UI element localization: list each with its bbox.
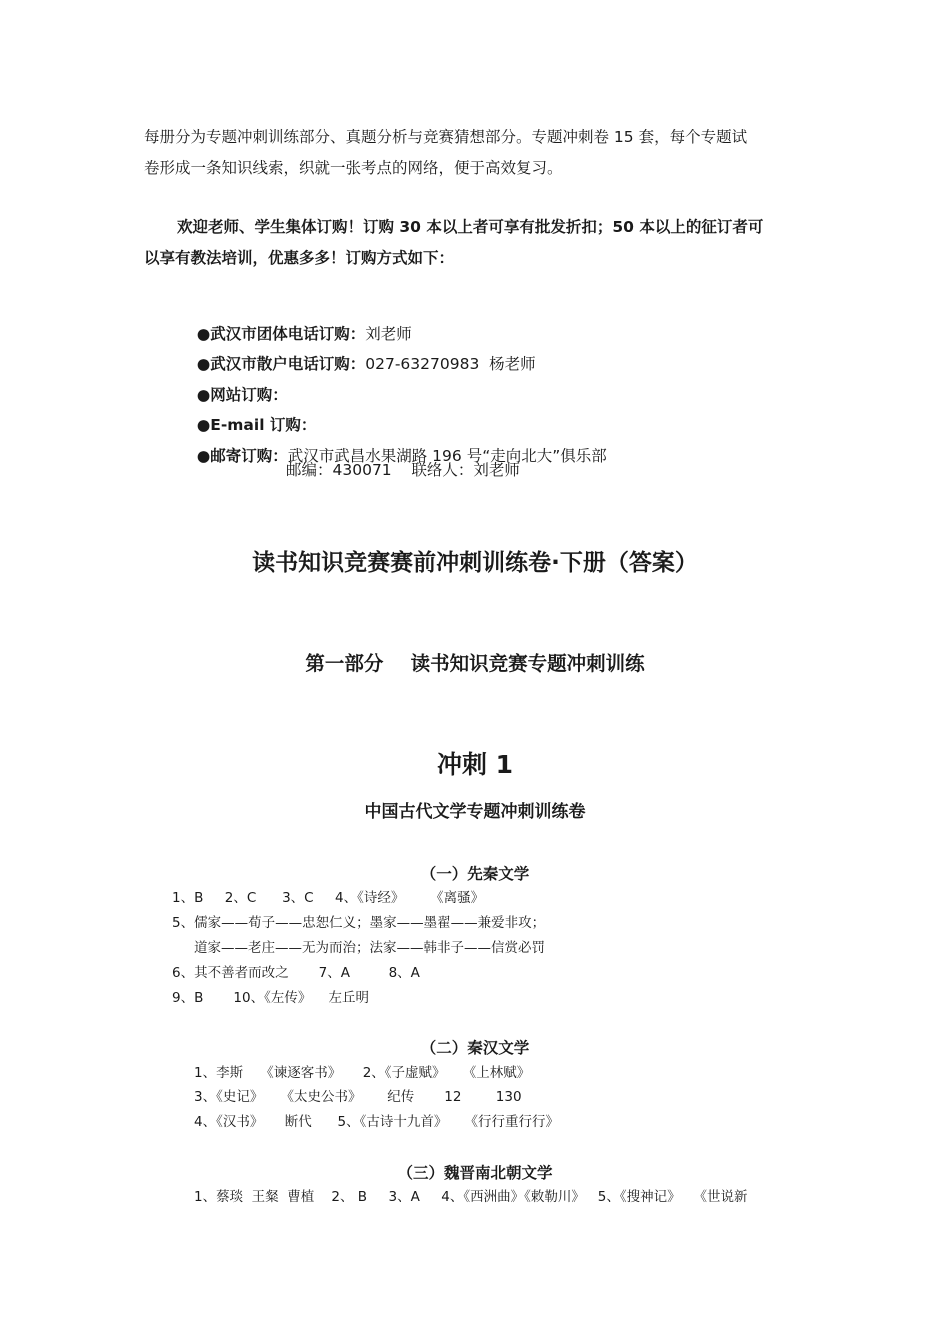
contact-label: ●网站订购： — [196, 385, 288, 404]
contact-label: ●邮寄订购： — [196, 446, 288, 465]
contact-label: ●武汉市团体电话订购： — [196, 324, 366, 343]
section-title: （一）先秦文学 — [420, 865, 530, 883]
sprint-title: 冲刺 1 — [436, 750, 514, 779]
answer-line: 9、B 10、《左传》 左丘明 — [172, 990, 369, 1006]
part-title: 第一部分 读书知识竞赛专题冲刺训练 — [305, 652, 645, 675]
answer-line: 1、蔡琰 王粲 曹植 2、 B 3、A 4、《西洲曲》《敕勒川》 5、《搜神记》 《世说新 — [194, 1189, 748, 1205]
answer-line: 3、《史记》 《太史公书》 纪传 12 130 — [194, 1089, 522, 1105]
answer-line: 1、B 2、C 3、C 4、《诗经》 《离骚》 — [172, 890, 485, 906]
postal-line: 邮编：430071 联络人：刘老师 — [286, 461, 520, 479]
intro-line-1: 每册分为专题冲刺训练部分、真题分析与竞赛猜想部分。专题冲刺卷 15 套，每个专题试 — [144, 128, 748, 146]
offer-line-2: 以享有教法培训，优惠多多！订购方式如下： — [144, 249, 455, 267]
contact-value: 武汉市武昌水果湖路 196 号“走向北大”俱乐部 — [287, 446, 607, 465]
section-title: （三）魏晋南北朝文学 — [397, 1164, 553, 1182]
offer-line-1: 欢迎老师、学生集体订购！订购 30 本以上者可享有批发折扣；50 本以上的征订者可 — [177, 218, 764, 236]
answer-line: 5、儒家——荀子——忠恕仁义；墨家——墨翟——兼爱非攻； — [172, 915, 546, 931]
contact-label: ●武汉市散户电话订购： — [196, 354, 366, 373]
answer-line: 道家——老庄——无为而治；法家——韩非子——信赏必罚 — [194, 940, 545, 956]
answer-line: 4、《汉书》 断代 5、《古诗十九首》 《行行重行行》 — [194, 1114, 560, 1130]
answer-line: 1、李斯 《谏逐客书》 2、《子虚赋》 《上林赋》 — [194, 1065, 531, 1081]
contact-value: 刘老师 — [365, 324, 412, 343]
book-title: 读书知识竞赛赛前冲刺训练卷·下册（答案） — [252, 550, 698, 576]
sprint-subtitle: 中国古代文学专题冲刺训练卷 — [364, 802, 586, 822]
contact-label: ●E-mail 订购： — [196, 415, 317, 434]
section-title: （二）秦汉文学 — [420, 1039, 530, 1057]
intro-line-2: 卷形成一条知识线索，织就一张考点的网络，便于高效复习。 — [144, 159, 563, 177]
answer-line: 6、其不善者而改之 7、A 8、A — [172, 965, 420, 981]
contact-value: 027-63270983 杨老师 — [365, 354, 536, 373]
